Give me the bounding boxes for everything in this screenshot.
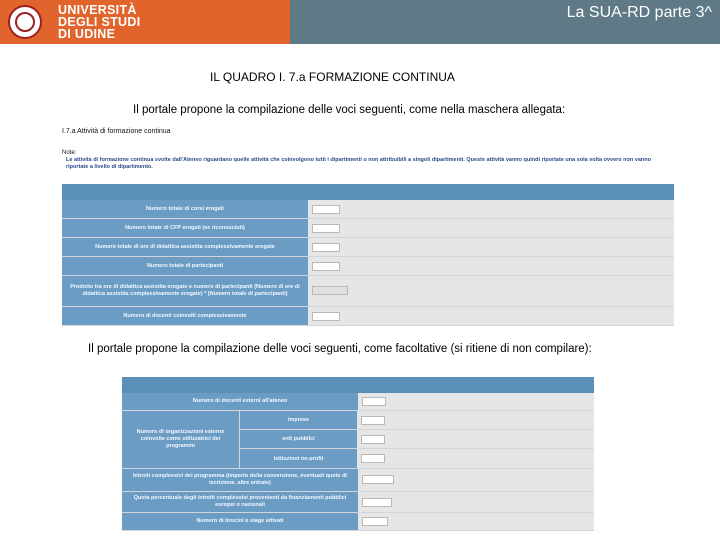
no-profit-input[interactable]: [361, 454, 385, 463]
ore-didattica-input[interactable]: [312, 243, 340, 252]
corsi-erogati-input[interactable]: [312, 205, 340, 214]
sub-label: imprese: [240, 411, 357, 429]
row-label: Numero di docenti esterni all'ateneo: [122, 393, 358, 410]
form1-table: [62, 200, 674, 326]
header-bar: [0, 0, 720, 44]
table-row: [240, 430, 594, 449]
table-row: [240, 449, 594, 468]
cfp-erogati-input[interactable]: [312, 224, 340, 233]
docenti-coinvolti-input[interactable]: [312, 312, 340, 321]
form1-table-header: [62, 184, 674, 200]
docenti-esterni-input[interactable]: [362, 397, 386, 406]
table-row: [62, 276, 674, 307]
form2-table: [122, 393, 594, 531]
table-row: [122, 513, 594, 531]
partecipanti-input[interactable]: [312, 262, 340, 271]
quota-percentuale-input[interactable]: [362, 498, 392, 507]
university-name: [58, 4, 140, 40]
introiti-input[interactable]: [362, 475, 394, 484]
university-name-line-2: DEGLI STUDI: [58, 15, 141, 29]
sub-label: istituzioni no-profit: [240, 449, 357, 468]
section-heading: IL QUADRO I. 7.a FORMAZIONE CONTINUA: [210, 70, 455, 84]
row-label: Quota percentuale degli introiti complessivi provenienti da finanziamenti pubblici europei o nazionali: [122, 492, 358, 512]
row-label: Numero totale di CFP erogati (se riconosciuti): [62, 219, 308, 237]
university-name-line-1: UNIVERSITÀ: [58, 3, 137, 17]
organizzazioni-label: Numero di organizzazioni esterne coinvolte come utilizzatrici dei programmi: [122, 411, 240, 468]
table-row: [240, 411, 594, 430]
university-seal-icon: [8, 5, 42, 39]
university-logo: [0, 0, 290, 44]
form1-note-label: Note:: [62, 150, 77, 156]
row-label: Numero di docenti coinvolti complessivamente: [62, 307, 308, 325]
imprese-input[interactable]: [361, 416, 385, 425]
form1-note-text: Le attività di formazione continua svolte dall'Ateneo riguardano quelle attività che coinvolgono tutti i dipartimenti o non attribuibili a singoli dipartimenti. Queste attività vanno quindi riportate una sola volta ovvero non vanno riportate a livello di dipartimento.: [66, 157, 651, 170]
row-label: Numero totale di corsi erogati: [62, 200, 308, 218]
organizzazioni-block: [122, 411, 594, 469]
table-row: [122, 393, 594, 411]
enti-pubblici-input[interactable]: [361, 435, 385, 444]
row-label: Numero di tirocini o stage attivati: [122, 513, 358, 530]
table-row: [62, 200, 674, 219]
form1-section-title: I.7.a Attività di formazione continua: [62, 128, 171, 135]
table-row: [62, 257, 674, 276]
intro-optional-text: Il portale propone la compilazione delle voci seguenti, come facoltative (si ritiene di non compilare):: [88, 343, 592, 355]
table-row: [62, 219, 674, 238]
intro-mandatory-text: Il portale propone la compilazione delle voci seguenti, come nella maschera allegata:: [133, 104, 566, 116]
table-row: [122, 492, 594, 513]
row-label: Introiti complessivi del programma (importo della convenzione, eventuali quote di iscrizione, altre entrate): [122, 469, 358, 491]
table-row: [62, 307, 674, 326]
row-label: Prodotto tra ore di didattica assistita erogate e numero di partecipanti (Numero di ore di didattica assistita complessivamente erogate) * (Numero totale di partecipanti): [62, 276, 308, 306]
sub-label: enti pubblici: [240, 430, 357, 448]
tirocini-input[interactable]: [362, 517, 388, 526]
table-row: [122, 469, 594, 492]
university-name-line-3: DI UDINE: [58, 27, 116, 41]
row-label: Numero totale di ore di didattica assistita complessivamente erogate: [62, 238, 308, 256]
prodotto-ore-partecipanti-field: [312, 286, 348, 295]
slide-title: La SUA-RD parte 3^: [566, 4, 712, 21]
row-label: Numero totale di partecipanti: [62, 257, 308, 275]
form2-table-header: [122, 377, 594, 393]
table-row: [62, 238, 674, 257]
